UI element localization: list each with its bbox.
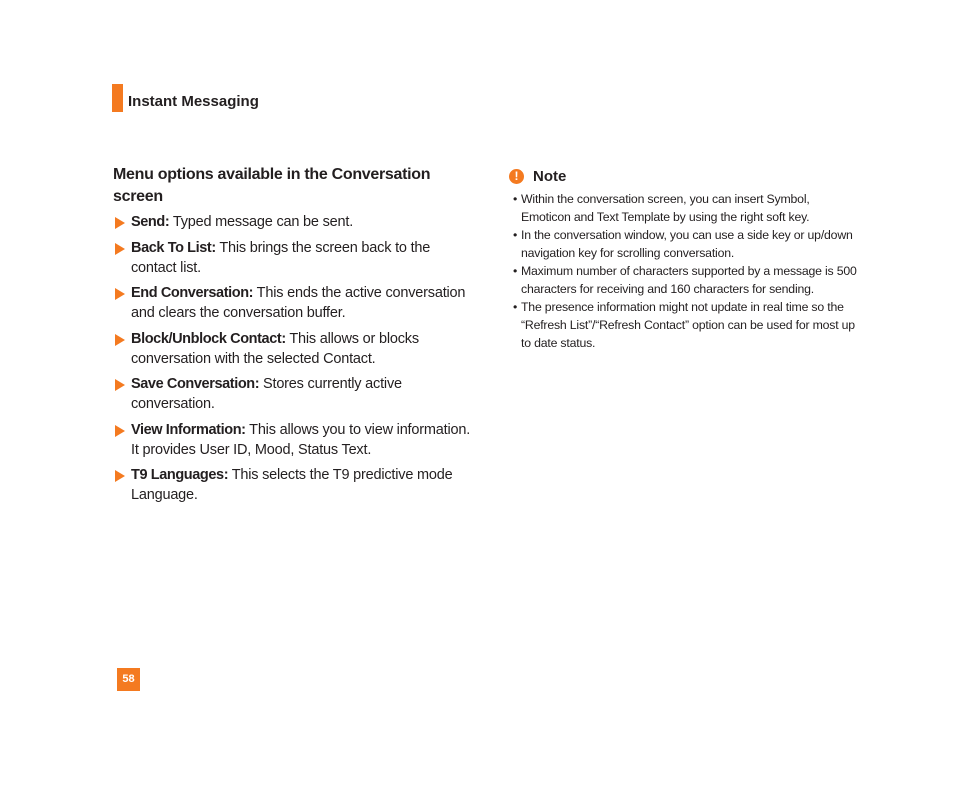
note-item	[509, 298, 859, 352]
menu-option-term: T9 Languages:	[131, 467, 229, 483]
section-accent-bar	[112, 84, 123, 112]
menu-option-term: Send:	[131, 214, 170, 230]
menu-option-desc: This allows or blocks conversation with the selected Contact.	[131, 330, 419, 367]
menu-option-back-to-list	[113, 238, 473, 278]
arrow-right-icon	[115, 334, 125, 346]
menu-option-save-conversation	[113, 374, 473, 414]
menu-option-view-information	[113, 420, 473, 460]
menu-options-heading	[113, 164, 473, 208]
menu-options-list	[113, 212, 473, 505]
menu-option-block-unblock-contact	[113, 329, 473, 369]
bullet-icon: •	[513, 228, 518, 242]
menu-option-end-conversation	[113, 283, 473, 323]
arrow-right-icon	[115, 288, 125, 300]
bullet-icon: •	[513, 264, 518, 278]
menu-option-desc: This ends the active conversation and clears the conversation buffer.	[131, 285, 466, 321]
page-number: 58	[117, 668, 140, 691]
note-item	[509, 262, 859, 298]
bullet-icon: •	[513, 300, 518, 314]
note-header	[509, 166, 859, 186]
menu-option-t9-languages	[113, 465, 473, 505]
menu-option-term: Back To List:	[131, 239, 216, 256]
menu-option-desc: Stores currently active conversation.	[131, 376, 402, 412]
arrow-right-icon	[115, 470, 125, 482]
arrow-right-icon	[115, 243, 125, 255]
menu-option-term: View Information:	[131, 421, 246, 438]
menu-options-heading-line2: screen	[113, 188, 163, 205]
section-title: Instant Messaging	[128, 92, 259, 110]
note-item-text: Within the conversation screen, you can insert Symbol, Emoticon and Text Template by using the right soft key.	[521, 192, 810, 224]
menu-option-desc: This selects the T9 predictive mode Language.	[131, 467, 453, 503]
bullet-icon: •	[513, 192, 518, 206]
menu-options-section	[113, 164, 473, 511]
note-item-text: Maximum number of characters supported by a message is 500 characters for receiving and 160 characters for sending.	[521, 264, 857, 296]
menu-options-heading-line1: Menu options available in the Conversation	[113, 166, 431, 183]
menu-option-term: End Conversation:	[131, 285, 254, 301]
section-header	[112, 84, 259, 112]
menu-option-term: Save Conversation:	[131, 376, 260, 392]
arrow-right-icon	[115, 217, 125, 229]
arrow-right-icon	[115, 425, 125, 437]
note-item	[509, 226, 859, 262]
menu-option-send	[113, 212, 473, 232]
note-item	[509, 190, 859, 226]
arrow-right-icon	[115, 379, 125, 391]
menu-option-term: Block/Unblock Contact:	[131, 330, 286, 347]
menu-option-desc: This brings the screen back to the contact list.	[131, 239, 431, 276]
note-list	[509, 190, 859, 352]
note-section	[509, 166, 859, 352]
exclamation-icon: !	[509, 169, 524, 184]
note-label: Note	[533, 167, 567, 185]
menu-option-desc: This allows you to view information. It provides User ID, Mood, Status Text.	[131, 421, 471, 458]
note-item-text: The presence information might not update in real time so the “Refresh List”/“Refresh Contact” option can be used for most up to date status.	[521, 300, 855, 350]
menu-option-desc: Typed message can be sent.	[169, 214, 354, 230]
note-item-text: In the conversation window, you can use a side key or up/down navigation key for scrolling conversation.	[521, 228, 853, 260]
